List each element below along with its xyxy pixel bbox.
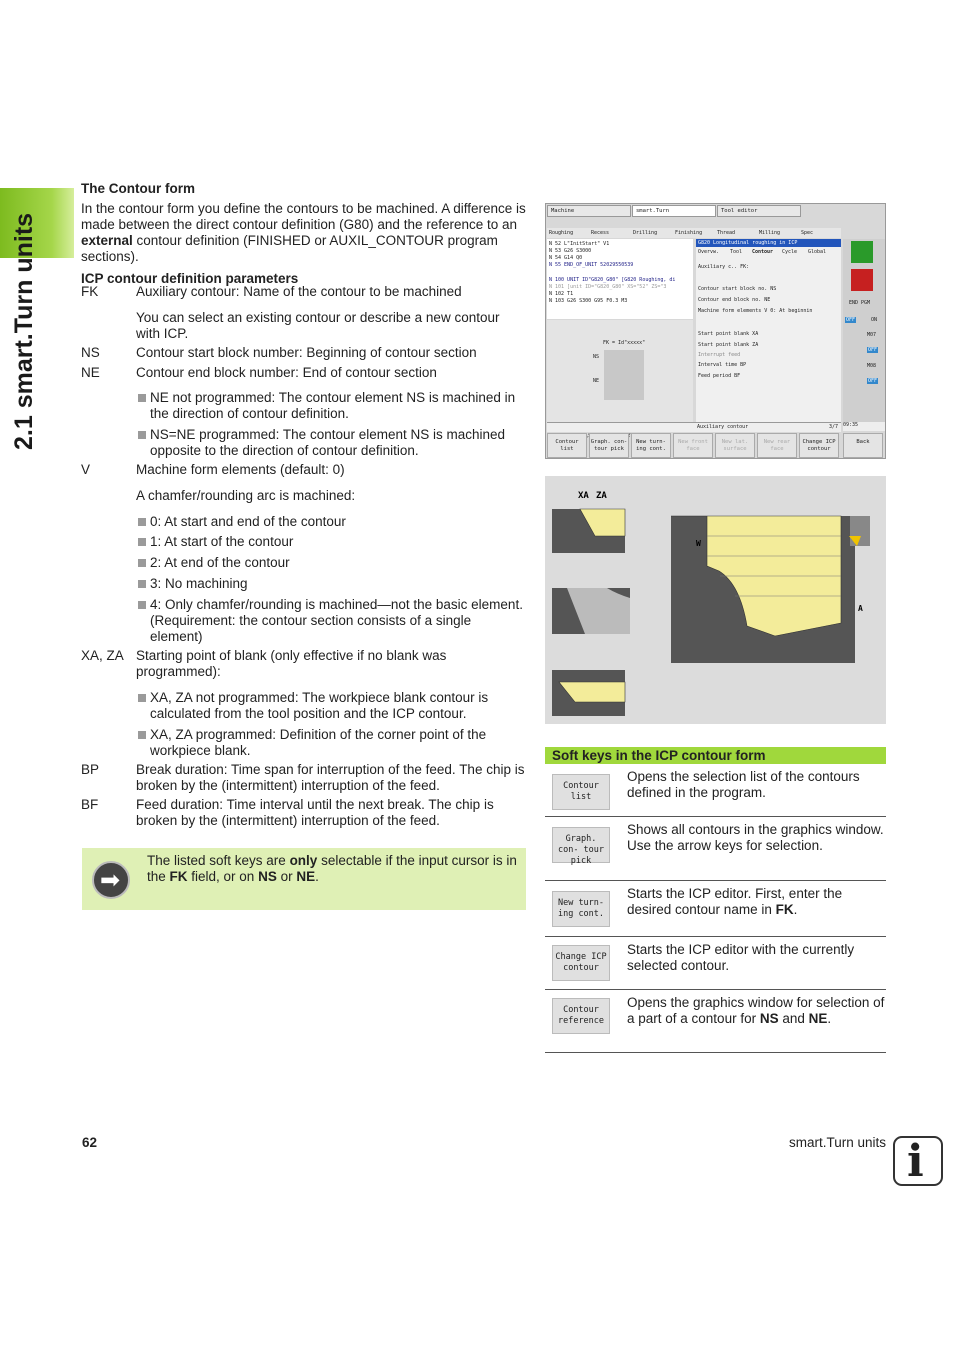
list-item: 0: At start and end of the contour <box>136 514 526 530</box>
intro-block <box>81 181 526 286</box>
table-row <box>545 764 886 817</box>
softkey-contour-list-key[interactable]: Contour list <box>552 774 610 810</box>
softkey-contour-reference-key[interactable]: Contour reference <box>552 998 610 1034</box>
param-bf: BF Feed duration: Time interval until the next break. The chip is broken by the (intermittent) interruption of the feed. <box>81 797 494 828</box>
section-title: The Contour form <box>81 181 195 196</box>
list-item: NE not programmed: The contour element NS is machined in the direction of contour definition. <box>136 390 526 422</box>
softkey-new-turning-contour[interactable]: New turn- ing cont. <box>631 433 671 458</box>
group-label: Interrupt feed <box>698 352 741 358</box>
field-za[interactable]: Start point blank ZA <box>698 342 759 348</box>
end-pgm-label: END PGM <box>849 300 871 306</box>
list-item: 1: At start of the contour <box>136 534 526 550</box>
program-line: N 54 G14 Q0 <box>549 255 583 261</box>
program-line: N 100 UNIT ID"G820_G80" [G820 Roughing, di <box>549 277 676 283</box>
field-ne[interactable]: Contour end block no. NE <box>698 297 771 303</box>
param-list <box>81 284 526 829</box>
page-number: 62 <box>82 1135 98 1150</box>
intro-text: In the contour form you define the contours to be machined. A difference is made between the direct contour definition (G80) and the reference to an external contour definition (FINISHED or AUXIL_CONTOUR program sections). <box>81 201 526 264</box>
w-label: W <box>696 539 701 548</box>
program-line: N 103 G26 S300 G95 F0.3 M3 <box>549 298 628 304</box>
m08-off[interactable]: OFF <box>868 378 878 384</box>
arrow-right-icon <box>92 861 130 899</box>
tab-tool-editor[interactable]: Tool editor <box>717 205 801 217</box>
fk-label: FK = Id"xxxxx" <box>603 340 646 346</box>
list-item: 2: At end of the contour <box>136 555 526 571</box>
cycle-form[interactable] <box>696 239 841 422</box>
param-ns: NS Contour start block number: Beginning of contour section <box>81 345 477 360</box>
tab-smart-turn[interactable]: smart.Turn <box>632 205 716 217</box>
stop-icon[interactable] <box>851 269 873 291</box>
help-graphic <box>547 320 693 422</box>
softkey-change-icp-contour[interactable]: Change ICP contour <box>799 433 839 458</box>
form-header: G820 Longitudinal roughing in ICP <box>696 239 841 247</box>
list-item: NS=NE programmed: The contour element NS is machined opposite to the direction of contour definition. <box>136 427 526 459</box>
menu-bar <box>547 228 841 238</box>
tab-global[interactable]: Global <box>808 249 827 255</box>
row-desc: Starts the ICP editor. First, enter the desired contour name in FK. <box>627 886 843 917</box>
m07-off[interactable]: OFF <box>868 347 878 353</box>
list-item: 3: No machining <box>136 576 526 592</box>
contour-illustration <box>545 476 886 724</box>
za-label: ZA <box>596 491 607 501</box>
ns-label: NS <box>593 354 600 360</box>
list-item: XA, ZA programmed: Definition of the corner point of the workpiece blank. <box>136 727 526 759</box>
menu-item[interactable]: Drilling <box>633 230 658 236</box>
tab-overview[interactable]: Overvw. <box>698 249 720 255</box>
menu-item[interactable]: Thread <box>717 230 736 236</box>
table-row <box>545 881 886 937</box>
row-desc: Shows all contours in the graphics window. Use the arrow keys for selection. <box>627 822 884 853</box>
m07-label: M07 <box>867 332 877 338</box>
control-screenshot <box>545 203 886 459</box>
status-bar: Auxiliary contour 3/7 <box>547 422 841 432</box>
tab-tool[interactable]: Tool <box>730 249 743 255</box>
program-line: N 52 L"InitStart" V1 <box>549 241 610 247</box>
row-desc: Starts the ICP editor with the currently selected contour. <box>627 942 855 973</box>
program-line: N 102 T1 <box>549 291 574 297</box>
param-ne: NE Contour end block number: End of contour section <box>81 365 437 380</box>
m08-label: M08 <box>867 363 877 369</box>
a-label: A <box>858 604 863 613</box>
softkey-back[interactable]: Back <box>843 433 883 458</box>
softkey-graph-contour-pick[interactable]: Graph. con- tour pick <box>589 433 629 458</box>
row-desc: Opens the graphics window for selection of a part of a contour for NS and NE. <box>627 995 885 1026</box>
block-list <box>604 350 644 400</box>
param-bp: BP Break duration: Time span for interruption of the feed. The chip is broken by the (intermittent) interruption of the feed. <box>81 762 525 793</box>
softkey-new-front-face[interactable]: New front face <box>673 433 713 458</box>
machine-panel <box>843 239 885 422</box>
params-title: ICP contour definition parameters <box>81 271 299 286</box>
program-line: N 55 END_OF_UNIT 52029550539 <box>549 262 634 268</box>
table-row <box>545 817 886 881</box>
on-label: ON <box>871 317 878 323</box>
table-row <box>545 990 886 1053</box>
ne-label: NE <box>593 378 600 384</box>
list-item: 4: Only chamfer/rounding is machined—not the basic element. (Requirement: the contour section consists of a single element) <box>136 597 526 645</box>
softkey-graph-contour-pick-key[interactable]: Graph. con- tour pick <box>552 827 610 863</box>
field-ns[interactable]: Contour start block no. NS <box>698 286 777 292</box>
off-badge[interactable]: OFF <box>846 317 856 323</box>
menu-item[interactable]: Finishing <box>675 230 703 236</box>
contour-figure <box>545 476 886 724</box>
tab-cycle[interactable]: Cycle <box>782 249 798 255</box>
tab-contour[interactable]: Contour <box>752 249 774 255</box>
softkey-table <box>545 747 886 1053</box>
note-text: The listed soft keys are only selectable if the input cursor is in the FK field, or on NS or NE. <box>147 853 517 884</box>
softkey-new-turning-contour-key[interactable]: New turn- ing cont. <box>552 891 610 927</box>
softkey-new-lateral-surface[interactable]: New lat. surface <box>715 433 755 458</box>
field-bp[interactable]: Interval time BP <box>698 362 747 368</box>
program-line: N 101 [unit ID="G820_G80" XS="52" ZS="3 <box>549 284 667 290</box>
field-v[interactable]: Machine form elements V 0: At beginnin <box>698 308 813 314</box>
chapter-title: 2.1 smart.Turn units <box>10 212 38 450</box>
chapter-footer: smart.Turn units <box>788 1135 886 1150</box>
start-icon[interactable] <box>851 241 873 263</box>
clock: 09:35 <box>843 422 885 431</box>
form-tabs <box>696 247 841 257</box>
param-xa-za: XA, ZA Starting point of blank (only effective if no blank was programmed): <box>81 648 447 679</box>
note-box <box>82 848 526 910</box>
field-xa[interactable]: Start point blank XA <box>698 331 759 337</box>
param-fk: FK Auxiliary contour: Name of the contour to be machined <box>81 284 462 299</box>
tab-machine[interactable]: Machine <box>547 205 631 217</box>
menu-item[interactable]: Roughing <box>549 230 574 236</box>
softkey-bar <box>547 433 885 458</box>
table-title: Soft keys in the ICP contour form <box>545 747 886 764</box>
list-item: XA, ZA not programmed: The workpiece blank contour is calculated from the tool position and the ICP contour. <box>136 690 526 722</box>
program-window[interactable] <box>547 239 693 319</box>
field-fk[interactable]: Auxiliary c.. FK: <box>698 264 750 270</box>
program-line: N 53 G26 S3000 <box>549 248 592 254</box>
softkey-contour-list[interactable]: Contour list <box>547 433 587 458</box>
info-icon: i <box>893 1136 943 1186</box>
param-fk-note: You can select an existing contour or describe a new contour with ICP. <box>136 310 500 341</box>
softkey-change-icp-contour-key[interactable]: Change ICP contour <box>552 945 610 981</box>
table-row <box>545 937 886 990</box>
row-desc: Opens the selection list of the contours defined in the program. <box>627 769 860 800</box>
field-bf[interactable]: Feed period BF <box>698 373 741 379</box>
xa-label: XA <box>578 491 589 501</box>
menu-item[interactable]: Spec <box>801 230 814 236</box>
param-v-note: A chamfer/rounding arc is machined: <box>136 488 356 503</box>
menu-item[interactable]: Recess <box>591 230 610 236</box>
menu-item[interactable]: Milling <box>759 230 781 236</box>
softkey-new-rear-face[interactable]: New rear face <box>757 433 797 458</box>
param-v: V Machine form elements (default: 0) <box>81 462 345 477</box>
